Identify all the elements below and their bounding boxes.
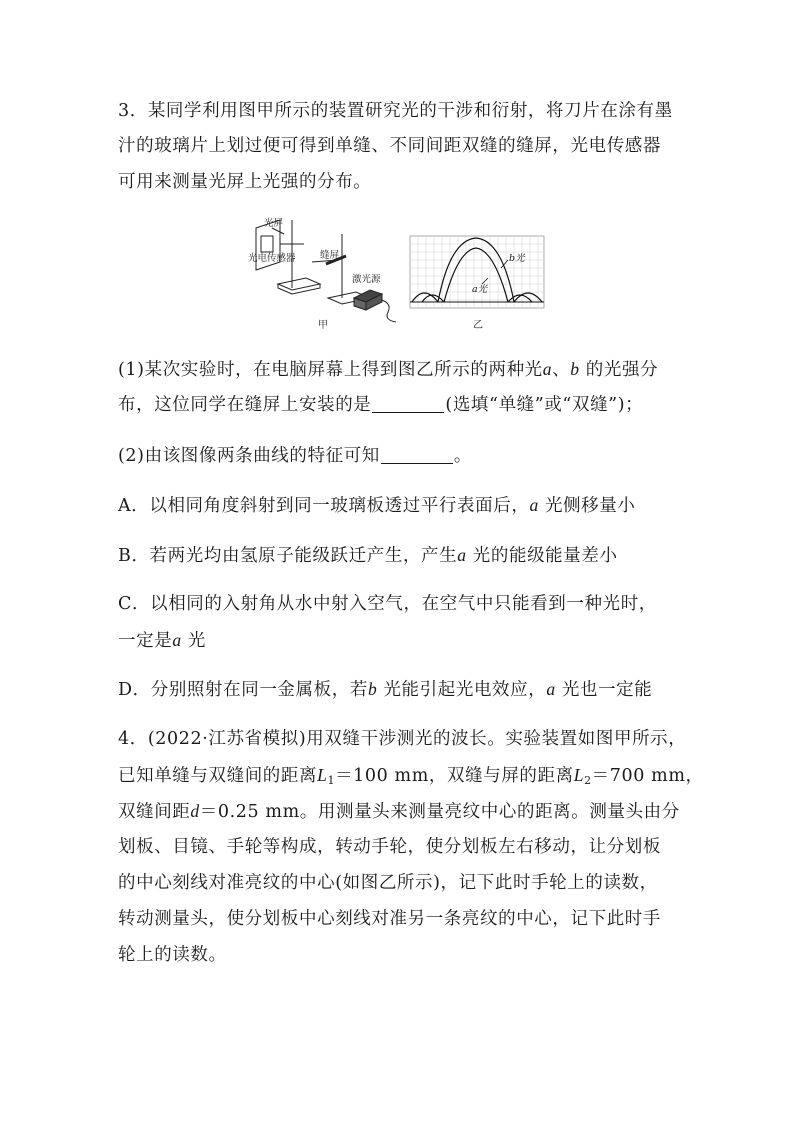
option-c-line-1: C．以相同的入射角从水中射入空气，在空气中只能看到一种光时， xyxy=(118,594,657,614)
option-b xyxy=(118,543,618,568)
q4-line-6: 转动测量头，使分划板中心刻线对准另一条亮纹的中心，记下此时手 xyxy=(118,909,661,929)
q3-stem-line-2: 汁的玻璃片上划过便可得到单缝、不同间距双缝的缝屏，光电传感器 xyxy=(118,136,661,156)
var-d: d xyxy=(190,801,200,821)
q3-sub1-text-b: 、 xyxy=(552,360,571,380)
intensity-graph xyxy=(410,236,544,308)
option-d xyxy=(118,677,652,702)
q3-sub1-line-1 xyxy=(118,357,658,382)
label-photo-sensor: 光电传感器 xyxy=(248,253,296,264)
q4-line3-text-a: 双缝间距 xyxy=(118,802,191,822)
q4-line-3 xyxy=(118,799,680,824)
q4-line2-text-c: ＝700 mm， xyxy=(591,766,704,786)
option-c-line-2 xyxy=(118,628,206,653)
q3-stem-line-3: 可用来测量光屏上光强的分布。 xyxy=(118,172,372,192)
option-b-text-1: B．若两光均由氢原子能级跃迁产生，产生 xyxy=(118,546,458,566)
laser-cable xyxy=(382,300,396,322)
q3-sub2-line xyxy=(118,444,472,468)
var-L2: L xyxy=(573,765,585,785)
q3-sub2-text-b: 。 xyxy=(453,446,472,466)
answer-blank-1[interactable] xyxy=(372,394,444,413)
label-slit-screen: 缝屏 xyxy=(320,250,340,261)
apparatus-diagram xyxy=(256,220,396,322)
option-a-var: a xyxy=(529,495,539,515)
q3-sub2-text-a: (2)由该图像两条曲线的特征可知 xyxy=(118,446,380,466)
q4-line2-text-a: 已知单缝与双缝间的距离 xyxy=(118,766,318,786)
label-laser-source: 激光源 xyxy=(352,274,381,285)
option-d-var-b: b xyxy=(367,679,378,699)
option-d-text-3: 光也一定能 xyxy=(555,680,653,700)
q4-line-7: 轮上的读数。 xyxy=(118,945,227,965)
q3-sub1-text-c: 的光强分 xyxy=(579,360,659,380)
label-light-screen: 光屏 xyxy=(264,218,284,229)
q3-sub1-text-a: (1)某次实验时，在电脑屏幕上得到图乙所示的两种光 xyxy=(118,360,543,380)
q3-figure xyxy=(246,212,550,336)
option-c-text-1: 一定是 xyxy=(118,631,173,651)
option-a-text-1: A．以相同角度斜射到同一玻璃板透过平行表面后， xyxy=(118,496,530,516)
q3-sub1-line2-text-b: (选填“单缝”或“双缝”)； xyxy=(445,395,644,415)
q3-stem-line-1: 3．某同学利用图甲所示的装置研究光的干涉和衍射，将刀片在涂有墨 xyxy=(118,101,673,121)
screen-window xyxy=(261,236,273,252)
option-b-var: a xyxy=(457,545,467,565)
caption-yi: 乙 xyxy=(473,320,483,331)
label-a-light: a光 xyxy=(472,284,488,295)
graph-frame xyxy=(410,236,544,308)
option-b-text-2: 光的能级能量差小 xyxy=(466,546,618,566)
label-b-light: b光 xyxy=(509,253,525,264)
var-L2-subscript: 2 xyxy=(584,774,592,787)
caption-jia: 甲 xyxy=(318,320,328,331)
q4-line-2 xyxy=(118,763,704,788)
q3-sub1-line2-text-a: 布，这位同学在缝屏上安装的是 xyxy=(118,395,372,415)
var-L1: L xyxy=(317,765,328,785)
q4-line-1: 4．(2022·江苏省模拟)用双缝干涉测光的波长。实验装置如图甲所示， xyxy=(118,729,687,749)
option-a-text-2: 光侧移量小 xyxy=(538,496,636,516)
q4-line3-text-b: ＝0.25 mm。用测量头来测量亮纹中心的距离。测量头由分 xyxy=(199,802,680,822)
answer-blank-2[interactable] xyxy=(381,445,453,464)
q4-line-5: 的中心刻线对准亮纹的中心(如图乙所示)，记下此时手轮上的读数， xyxy=(118,873,658,893)
option-c-text-2: 光 xyxy=(181,631,206,651)
var-a: a xyxy=(542,359,553,379)
q4-line2-text-b: ＝100 mm，双缝与屏的距离 xyxy=(335,766,574,786)
apparatus-and-intensity-svg xyxy=(246,212,550,336)
sensor-base xyxy=(278,278,320,290)
q4-line-4: 划板、目镜、手轮等构成，转动手轮，使分划板左右移动，让分划板 xyxy=(118,837,661,857)
option-c-var: a xyxy=(172,630,182,650)
option-d-text-2: 光能引起光电效应， xyxy=(377,680,547,700)
q3-sub1-line-2 xyxy=(118,393,643,417)
option-d-text-1: D．分别照射在同一金属板，若 xyxy=(118,680,368,700)
var-b: b xyxy=(570,359,580,379)
option-a xyxy=(118,493,635,518)
option-d-var-a: a xyxy=(546,679,556,699)
var-L1-subscript: 1 xyxy=(327,774,336,787)
